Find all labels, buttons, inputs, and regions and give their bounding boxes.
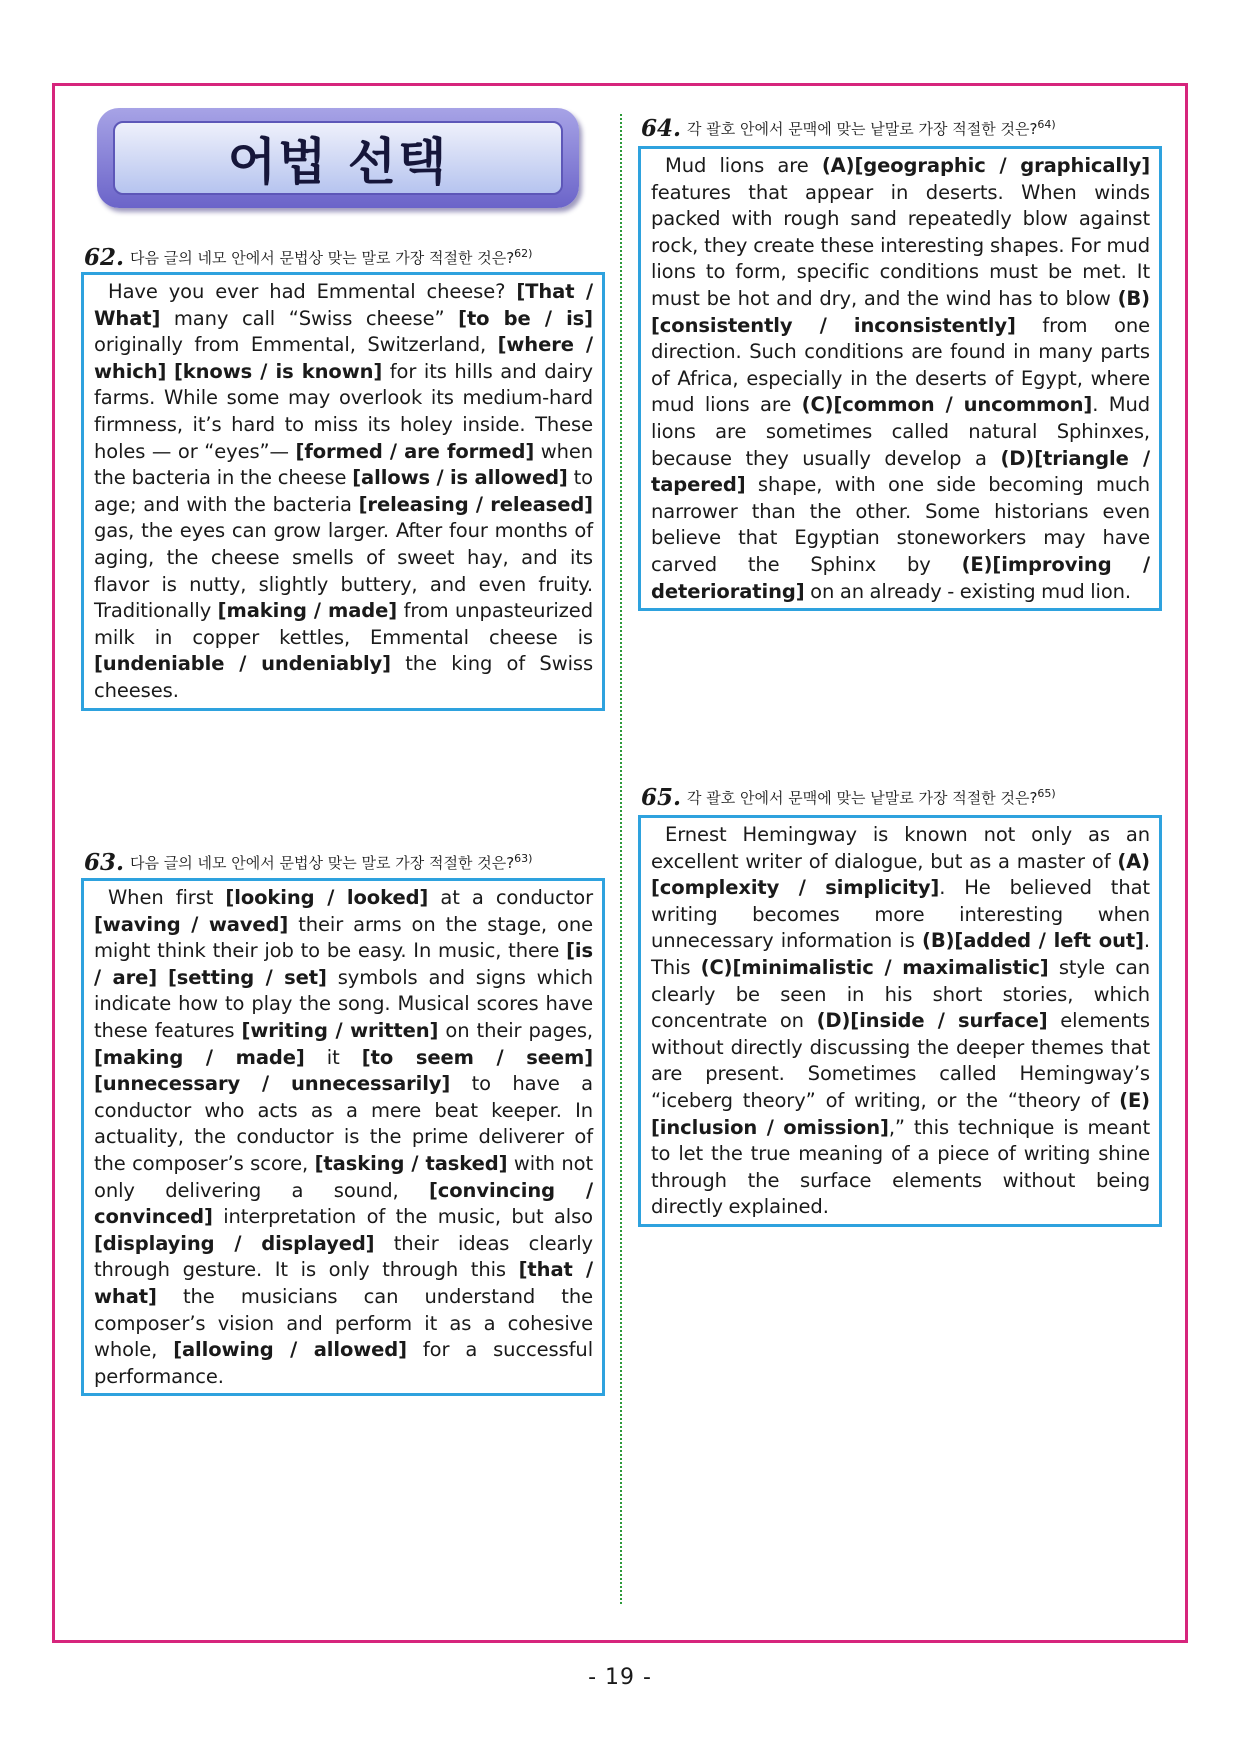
passage-run: Have you ever had Emmental cheese? — [108, 280, 517, 303]
answer-choice: (D)[inside / surface] — [816, 1009, 1048, 1033]
passage-run: style can clearly be seen in his short stories, which concentrate on — [651, 955, 1150, 1033]
answer-choice: [tasking / tasked] — [314, 1151, 508, 1175]
answer-choice: [allows / is allowed] — [352, 466, 568, 490]
answer-choice: [convincing / convinced] — [94, 1178, 594, 1229]
answer-choice: [displaying / displayed] — [94, 1231, 375, 1255]
answer-choice: [where / which] — [94, 333, 593, 383]
footnote-ref: 62) — [514, 247, 533, 260]
passage-run: to have a conductor who acts as a mere beat keeper. In actuality, the conductor is the prime deliverer of the composer’s score, — [94, 1072, 593, 1175]
answer-choice: [to seem / seem] — [361, 1045, 594, 1069]
passage-run: from one direction. Such conditions are found in many parts of Africa, especially in the deserts of Egypt, where mud lions are — [651, 313, 1150, 417]
question-65-passage-box — [638, 815, 1162, 1227]
answer-choice: (B)[added / left out] — [922, 929, 1144, 953]
footnote-ref: 65) — [1037, 787, 1056, 800]
question-number: 64. — [641, 115, 682, 142]
answer-choice: [knows / is known] — [173, 359, 383, 383]
passage-run: their arms on the stage, one might think their job to be easy. In music, there — [94, 912, 593, 963]
column-divider — [620, 114, 622, 1604]
answer-choice: [formed / are formed] — [295, 439, 535, 463]
passage-run: the king of Swiss cheeses. — [94, 652, 593, 702]
passage-text — [94, 279, 593, 705]
answer-choice: (D)[triangle / tapered] — [651, 446, 1150, 497]
answer-choice: (A)[geographic / graphically] — [821, 154, 1151, 177]
answer-choice: (A)[complexity / simplicity] — [651, 849, 1150, 900]
passage-run: it — [304, 1045, 362, 1069]
passage-run: to age; and with the bacteria — [94, 466, 593, 516]
passage-text — [651, 153, 1150, 605]
question-prompt: 각 괄호 안에서 문맥에 맞는 낱말로 가장 적절한 것은? — [687, 120, 1038, 138]
answer-choice: [undeniable / undeniably] — [94, 652, 391, 676]
section-title-panel — [113, 121, 563, 195]
question-prompt: 다음 글의 네모 안에서 문법상 맞는 말로 가장 적절한 것은? — [130, 854, 515, 872]
question-62-header — [84, 244, 533, 271]
passage-run: features that appear in deserts. When winds packed with rough sand repeatedly blow against rock, they create these interesting shapes. For mud lions to form, specific conditions must be met. It must be hot and dry, and the wind has to blow — [651, 180, 1150, 310]
passage-run: . This — [651, 929, 1150, 979]
answer-choice: [setting / set] — [167, 965, 327, 989]
passage-run: from unpasteurized milk in copper kettles, Emmental cheese is — [94, 599, 593, 649]
answer-choice: (C)[minimalistic / maximalistic] — [700, 955, 1049, 979]
answer-choice: (B)[consistently / inconsistently] — [651, 286, 1150, 337]
footnote-ref: 63) — [514, 852, 533, 865]
passage-run: with not only delivering a sound, — [94, 1151, 593, 1202]
passage-run: many call “Swiss cheese” — [160, 306, 459, 330]
passage-run: at a conductor — [428, 886, 593, 909]
answer-choice: [releasing / released] — [358, 492, 593, 516]
passage-run: the musicians can understand the composer’s vision and perform it as a cohesive whole, — [94, 1284, 593, 1362]
answer-choice: (E)[inclusion / omission] — [651, 1088, 1150, 1139]
passage-run: ,” this technique is meant to let the true meaning of a piece of writing shine through the surface elements without being directly explained. — [651, 1115, 1150, 1219]
passage-run: . He believed that writing becomes more interesting when unnecessary information is — [651, 876, 1150, 953]
passage-text — [94, 885, 593, 1390]
answer-choice: [that / what] — [94, 1258, 593, 1308]
section-title-badge — [97, 108, 579, 208]
answer-choice: [waving / waved] — [94, 912, 289, 936]
passage-run: their ideas clearly through gesture. It is only through this — [94, 1231, 593, 1282]
question-number: 63. — [84, 849, 125, 876]
passage-run — [157, 966, 168, 989]
passage-run: when the bacteria in the cheese — [94, 439, 593, 490]
passage-run: symbols and signs which indicate how to play the song. Musical scores have these features — [94, 965, 593, 1042]
passage-run — [166, 360, 174, 383]
page-number: - 19 - — [588, 1665, 652, 1690]
answer-choice: [making / made] — [94, 1045, 305, 1069]
section-title: 어법 선택 — [227, 133, 449, 191]
question-64-passage-box — [638, 146, 1162, 611]
question-prompt: 각 괄호 안에서 문맥에 맞는 낱말로 가장 적절한 것은? — [687, 789, 1038, 807]
question-65-header — [641, 784, 1056, 811]
question-prompt: 다음 글의 네모 안에서 문법상 맞는 말로 가장 적절한 것은? — [130, 249, 515, 267]
question-number: 65. — [641, 784, 682, 811]
passage-run: interpretation of the music, but also — [212, 1205, 593, 1229]
passage-run: originally from Emmental, Switzerland, — [94, 333, 498, 357]
answer-choice: (C)[common / uncommon] — [801, 393, 1093, 417]
passage-run: . Mud lions are sometimes called natural Sphinxes, because they usually develop a — [651, 393, 1150, 470]
passage-run: Mud lions are — [665, 154, 822, 177]
question-number: 62. — [84, 244, 125, 271]
footnote-ref: 64) — [1037, 118, 1056, 131]
answer-choice: [unnecessary / unnecessarily] — [94, 1072, 451, 1096]
answer-choice: [looking / looked] — [225, 886, 429, 909]
answer-choice: [writing / written] — [241, 1018, 439, 1042]
passage-text — [651, 822, 1150, 1221]
passage-run: for a successful performance. — [94, 1338, 594, 1388]
passage-run: shape, with one side becoming much narrower than the other. Some historians even believe that Egyptian stoneworkers may have carved the Sphinx by — [651, 473, 1150, 576]
answer-choice: [to be / is] — [458, 306, 593, 330]
passage-run: When first — [108, 886, 226, 909]
passage-run: for its hills and dairy farms. While some may overlook its medium-hard firmness, it’s hard to miss its holey inside. These holes — or “eyes”— — [94, 359, 593, 463]
answer-choice: [allowing / allowed] — [173, 1338, 407, 1362]
passage-run: on their pages, — [438, 1018, 593, 1042]
question-62-passage-box — [81, 272, 605, 711]
answer-choice: [making / made] — [217, 599, 398, 623]
question-64-header — [641, 115, 1056, 142]
question-63-header — [84, 849, 533, 876]
passage-run: on an already - existing mud lion. — [804, 579, 1132, 603]
answer-choice: [That / What] — [94, 280, 593, 330]
answer-choice: [is / are] — [94, 939, 593, 989]
answer-choice: (E)[improving / deteriorating] — [651, 552, 1150, 603]
question-63-passage-box — [81, 878, 605, 1396]
passage-run: elements without directly discussing the deeper themes that are present. Sometimes called Hemingway’s “iceberg theory” of writing, or the “theory of — [651, 1009, 1150, 1112]
passage-run: Ernest Hemingway is known not only as an excellent writer of dialogue, but as a master of — [651, 823, 1150, 873]
passage-run: gas, the eyes can grow larger. After four months of aging, the cheese smells of sweet hay, and its flavor is nutty, slightly buttery, and even fruity. Traditionally — [94, 519, 593, 623]
